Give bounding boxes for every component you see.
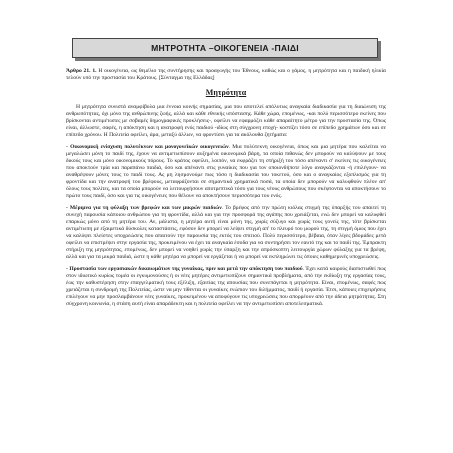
article-text: Η οικογένεια, ως θεμέλιο της συντήρησης και προαγωγής του Έθνους, καθώς και ο γάμος, η μητρότητα και η παιδική ηλικία τελούν υπό την προστασία του Κράτους. [Σύνταγμα της Ελλάδας]	[66, 68, 386, 81]
bullet-labour-rights	[66, 266, 386, 308]
bullet-lead: - Οικονομική ενίσχυση πολυτέκνων και μονογονεϊκών οικογενειών	[66, 144, 229, 150]
bullet-text: . Μια πολύτεκνη οικογένεια, όπως και μια μητέρα που καλείται να μεγαλώσει μόνη το παιδί της, έχουν να αντιμετωπίσουν αυξημένα οικονομικά βάρη, τα οποία πιθανώς δεν μπορούν να καλύψουν με τους δικούς τους και μόνο οικονομικούς πόρους. Το κράτος οφείλει, λοιπόν, να εκφράζει τη στήριξή του τόσο απέναντι σ' εκείνες τις οικογένειες που αποκτούν τρία και παραπάνω παιδιά, όσο και απέναντι στις γυναίκες που για τον οποιονδήποτε λόγο αναγκάζονται -ή επιλέγουν- να αναθρέψουν μόνες τους το παιδί τους. Ας μη λησμονούμε πως τόσο η διαδικασία του τοκετού, όσο και ο αναγκαίος εξοπλισμός για τη φροντίδα και την ανατροφή του βρέφους, μεταφράζονται σε σημαντικά χρηματικά ποσά, τα οποία δεν μπορούν να καλυφθούν πλέον απ' όλους τους πολίτες, και τα οποία μπορούν να λειτουργήσουν αποτρεπτικά τόσο για τους νέους ανθρώπους που σκέφτονται να αποκτήσουν το πρώτο τους παιδί, όσο και για τις οικογένειες που θέλουν να αποκτήσουν περισσότερα του ενός.	[66, 144, 386, 199]
bullet-childcare	[66, 205, 386, 261]
banner-title: ΜΗΤΡΟΤΗΤΑ –ΟΙΚΟΓΕΝΕΙΑ -ΠΑΙΔΙ	[151, 43, 299, 53]
section-title: Μητρότητα	[205, 88, 247, 97]
title-banner	[72, 38, 378, 58]
intro-paragraph: Η μητρότητα συνιστά αναμφίβολα μια έννοια κοινής σημασίας, μια που αποτελεί απόλυτως αναγκαία διαδικασία για τη διαιώνιση της ανθρωπότητας, όχι μόνο της ανθρώπινης ζωής, αλλά και κάθε εθνικής υπόστασης. Κάθε χώρα, επομένως, -και πολύ περισσότερο εκείνες που βρίσκονται αντιμέτωπες με σοβαρές δημογραφικές προκλήσεις-, οφείλει να εφαρμόζει κάθε απαραίτητο μέτρο για την προστασία της. Όπως είναι, άλλωστε, σαφές, η απόκτηση και η ανατροφή ενός παιδιού -ιδίως στη σύγχρονη εποχή- κοστίζει τόσο σε επίπεδο χρημάτων όσο και σε επίπεδο χρόνου. Η Πολιτεία οφείλει, άρα, μεταξύ άλλων, να φροντίσει για τα ακόλουθα ζητήματα:	[66, 104, 386, 138]
article-label: Άρθρο 21. 1.	[66, 68, 97, 74]
bullet-lead: - Προστασία των εργασιακών δικαιωμάτων της γυναίκας, πριν και μετά την απόκτηση του παιδιού	[66, 266, 303, 272]
constitution-article	[66, 68, 386, 82]
bullet-text: . Το βρέφος από την πρώτη κιόλας στιγμή της ύπαρξής του απαιτεί τη συνεχή παρουσία κάποιου ανθρώπου για τη φροντίδα, αλλά και για την προσφορά της αγάπης που χρειάζεται, ενώ δεν μπορεί να καλυφθεί επαρκώς μόνο από τη μητέρα του. Αν, μάλιστα, η μητέρα αυτή είναι μόνη της, χωρίς σύζυγο και χωρίς τους γονείς της, τότε βρίσκεται αντιμέτωπη με εξαιρετικά δύσκολες καταστάσεις, εφόσον δεν μπορεί να λείψει στιγμή απ' το πλευρό του μωρού της, τη στιγμή όμως που έχει να καλύψει πλείστες υποχρεώσεις που απαιτούν την παρουσία της εκτός του σπιτιού. Πολύ περισσότερο, βέβαια, όταν λίγες βδομάδες μετά οφείλει να επιστρέψει στην εργασία της, προκειμένου να έχει τα αναγκαία έσοδα για να συντηρήσει τον εαυτό της και το παιδί της. Έμπρακτη στήριξη της μητρότητας, επομένως, δεν μπορεί να νοηθεί χωρίς την ύπαρξη και την απρόσκοπτη λειτουργία χώρων φύλαξης για τα βρέφη, αλλά και για τα μικρά παιδιά, ώστε η κάθε μητέρα να μπορεί να εργάζεται ή να μπορεί να εκπληρώνει τις όποιες καθημερινές υποχρεώσεις.	[66, 205, 386, 260]
bullet-lead: - Μέριμνα για τη φύλαξη των βρεφών και των μικρών παιδιών	[66, 205, 222, 211]
bullet-text: . Έχει κατά καιρούς διαπιστωθεί πως στον ιδιωτικό κυρίως τομέα οι εγκυμονούσες ή οι νέες μητέρες αντιμετωπίζουν σημαντικά προβλήματα, από την εκδίωξη της εργασίας τους, έως την καθυστέρηση στην επαγγελματική τους εξέλιξη, εξαιτίας της απουσίας που συνεπάγεται η μητρότητα. Είναι, επομένως, σαφές πως χρειάζεται η συνδρομή της Πολιτείας, ώστε να μην τίθενται οι γυναίκες ενώπιον του διλήμματος, παιδί ή εργασία. Έτσι, κάποιες επιχειρήσεις επιλέγουν να μην προσλαμβάνουν νέες γυναίκες, προκειμένου να αποφύγουν τις υποχρεώσεις που απορρέουν από την άδεια μητρότητας. Στη σύγχρονη κοινωνία, η στάση αυτή είναι απαράδεκτη και η πολιτεία οφείλει να την αντιμετωπίσει αποτελεσματικά.	[66, 266, 386, 307]
bullet-financial-support	[66, 144, 386, 200]
document-page	[66, 38, 386, 448]
